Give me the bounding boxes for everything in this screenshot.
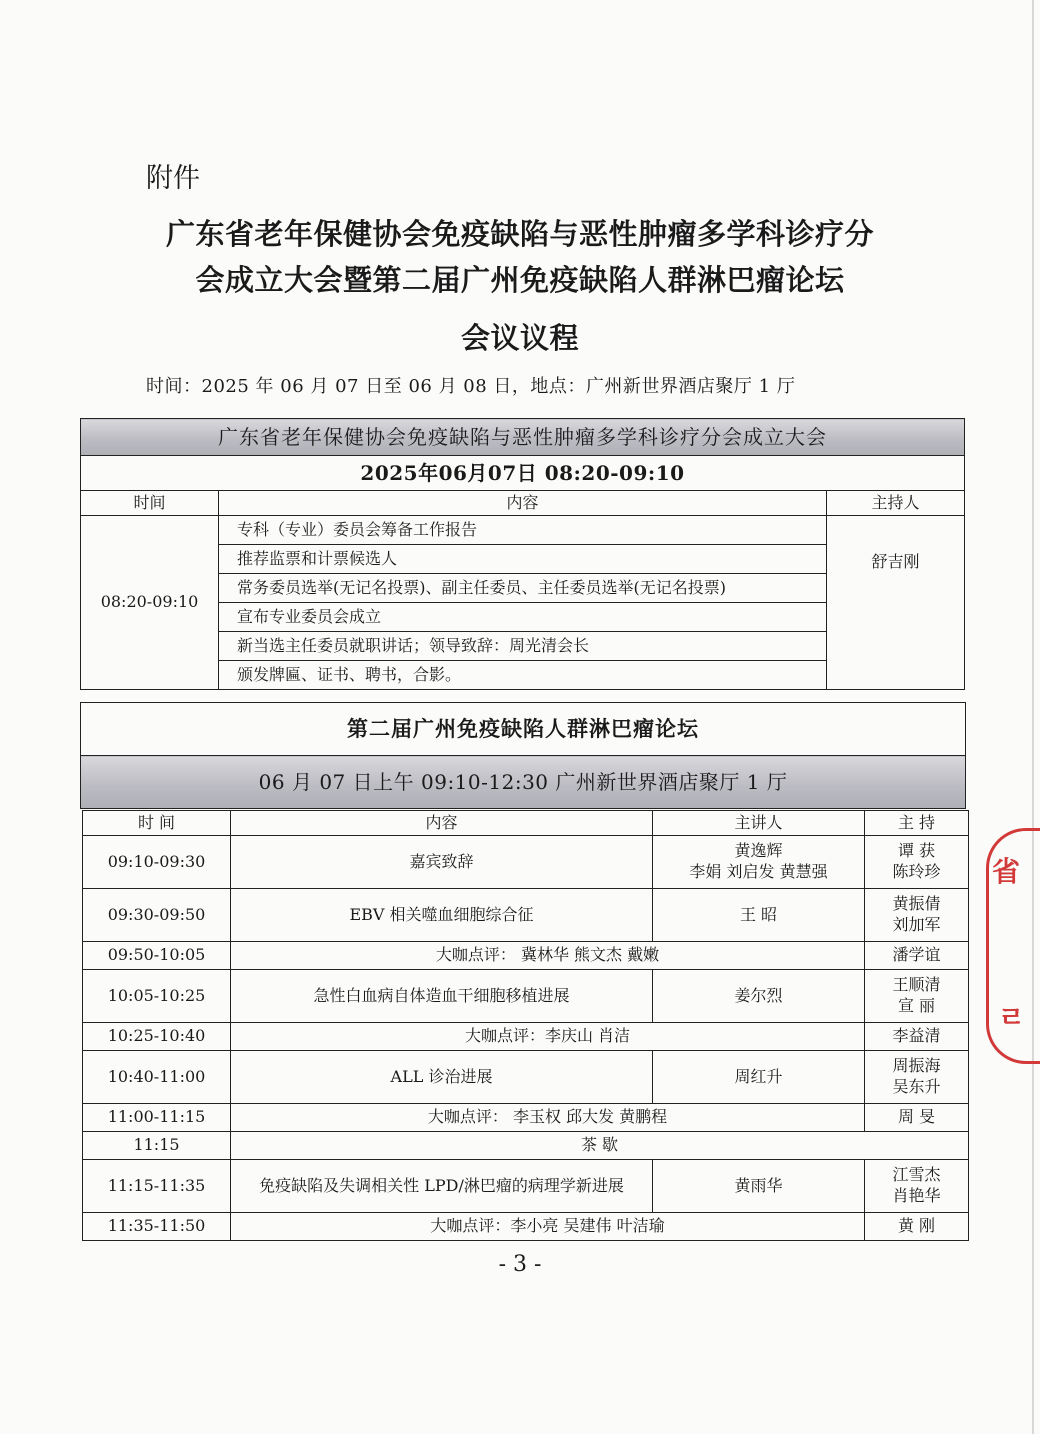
row-host: 李益清	[865, 1023, 969, 1051]
agenda-item: 颁发牌匾、证书、聘书，合影。	[219, 661, 827, 690]
seal-mark: ㄹ	[998, 1001, 1026, 1034]
row-content: 嘉宾致辞	[231, 836, 653, 889]
row-time: 09:30-09:50	[83, 889, 231, 942]
row-host: 黄 刚	[865, 1213, 969, 1241]
host-line: 周振海	[892, 1056, 941, 1076]
forum-header-table	[80, 702, 966, 809]
row-content: 免疫缺陷及失调相关性 LPD/淋巴瘤的病理学新进展	[231, 1160, 653, 1213]
row-time: 11:35-11:50	[83, 1213, 231, 1241]
row-content: EBV 相关噬血细胞综合征	[231, 889, 653, 942]
forum-title: 第二届广州免疫缺陷人群淋巴瘤论坛	[81, 703, 966, 756]
row-time: 10:05-10:25	[83, 970, 231, 1023]
row-host: 潘学谊	[865, 942, 969, 970]
host-line: 谭 获	[897, 841, 936, 861]
founding-title: 广东省老年保健协会免疫缺陷与恶性肿瘤多学科诊疗分会成立大会	[81, 419, 965, 456]
row-time: 10:25-10:40	[83, 1023, 231, 1051]
col-content-header: 内容	[219, 491, 827, 516]
row-time: 11:15	[83, 1132, 231, 1160]
host-line: 黄振倩	[892, 894, 941, 914]
host-line: 吴东升	[892, 1077, 941, 1096]
seal-text: 省	[992, 855, 1021, 888]
forum-header-row	[83, 811, 969, 836]
table-row	[83, 1051, 969, 1104]
title-line-2: 会成立大会暨第二届广州免疫缺陷人群淋巴瘤论坛	[195, 263, 845, 297]
table-row	[83, 1104, 969, 1132]
row-host	[865, 1160, 969, 1213]
founding-time: 08:20-09:10	[81, 516, 219, 690]
host-line: 刘加军	[892, 915, 941, 934]
time-place: 时间：2025 年 06 月 07 日至 06 月 08 日，地点：广州新世界酒店聚厅 1 厅	[146, 376, 796, 397]
agenda-item: 推荐监票和计票候选人	[219, 545, 827, 574]
speaker-line: 李娟 刘启发 黄慧强	[689, 862, 828, 881]
table-row	[83, 1160, 969, 1213]
table-row	[83, 889, 969, 942]
row-time: 11:15-11:35	[83, 1160, 231, 1213]
title-line-1: 广东省老年保健协会免疫缺陷与恶性肿瘤多学科诊疗分	[165, 217, 874, 251]
row-break: 茶 歇	[231, 1132, 969, 1160]
table-row	[83, 1213, 969, 1241]
col-time-header: 时间	[81, 491, 219, 516]
col-time-header: 时 间	[83, 811, 231, 836]
row-content: ALL 诊治进展	[231, 1051, 653, 1104]
founding-date: 2025年06月07日 08:20-09:10	[81, 456, 965, 491]
speaker-line: 黄逸辉	[734, 841, 783, 861]
col-host-header: 主持人	[827, 491, 965, 516]
title-line-3: 会议议程	[460, 321, 579, 355]
row-host: 周 旻	[865, 1104, 969, 1132]
col-speaker-header: 主讲人	[653, 811, 865, 836]
row-host	[865, 889, 969, 942]
row-content: 急性白血病自体造血干细胞移植进展	[231, 970, 653, 1023]
row-speaker: 姜尔烈	[653, 970, 865, 1023]
table-row	[83, 970, 969, 1023]
attachment-label: 附件	[146, 163, 200, 194]
col-host-header: 主 持	[865, 811, 969, 836]
row-comment: 大咖点评：李小亮 吴建伟 叶洁瑜	[231, 1213, 865, 1241]
host-line: 陈玲珍	[892, 862, 941, 881]
row-host	[865, 836, 969, 889]
col-content-header: 内容	[231, 811, 653, 836]
row-speaker: 周红升	[653, 1051, 865, 1104]
agenda-item: 新当选主任委员就职讲话；领导致辞：周光清会长	[219, 632, 827, 661]
row-comment: 大咖点评： 李玉权 邱大发 黄鹏程	[231, 1104, 865, 1132]
row-time: 11:00-11:15	[83, 1104, 231, 1132]
forum-schedule-table	[82, 810, 969, 1241]
host-line: 江雪杰	[892, 1165, 941, 1185]
row-speaker: 黄雨华	[653, 1160, 865, 1213]
founding-host: 舒吉刚	[827, 516, 965, 690]
row-comment: 大咖点评： 冀林华 熊文杰 戴嫩	[231, 942, 865, 970]
table-row	[83, 942, 969, 970]
founding-meeting-table	[80, 418, 965, 690]
row-host	[865, 970, 969, 1023]
host-line: 肖艳华	[892, 1186, 941, 1205]
row-time: 09:10-09:30	[83, 836, 231, 889]
row-time: 10:40-11:00	[83, 1051, 231, 1104]
agenda-item: 专科（专业）委员会筹备工作报告	[219, 516, 827, 545]
table-row	[83, 836, 969, 889]
host-line: 王顺清	[892, 975, 941, 995]
host-line: 宣 丽	[897, 996, 936, 1015]
founding-header-row	[81, 491, 965, 516]
row-speaker	[653, 836, 865, 889]
agenda-item: 宣布专业委员会成立	[219, 603, 827, 632]
row-host	[865, 1051, 969, 1104]
row-speaker: 王 昭	[653, 889, 865, 942]
row-time: 09:50-10:05	[83, 942, 231, 970]
agenda-item: 常务委员选举(无记名投票)、副主任委员、主任委员选举(无记名投票)	[219, 574, 827, 603]
row-comment: 大咖点评：李庆山 肖洁	[231, 1023, 865, 1051]
page-number: - 3 -	[498, 1252, 542, 1277]
forum-session: 06 月 07 日上午 09:10-12:30 广州新世界酒店聚厅 1 厅	[81, 756, 966, 809]
table-row	[83, 1023, 969, 1051]
table-row	[83, 1132, 969, 1160]
